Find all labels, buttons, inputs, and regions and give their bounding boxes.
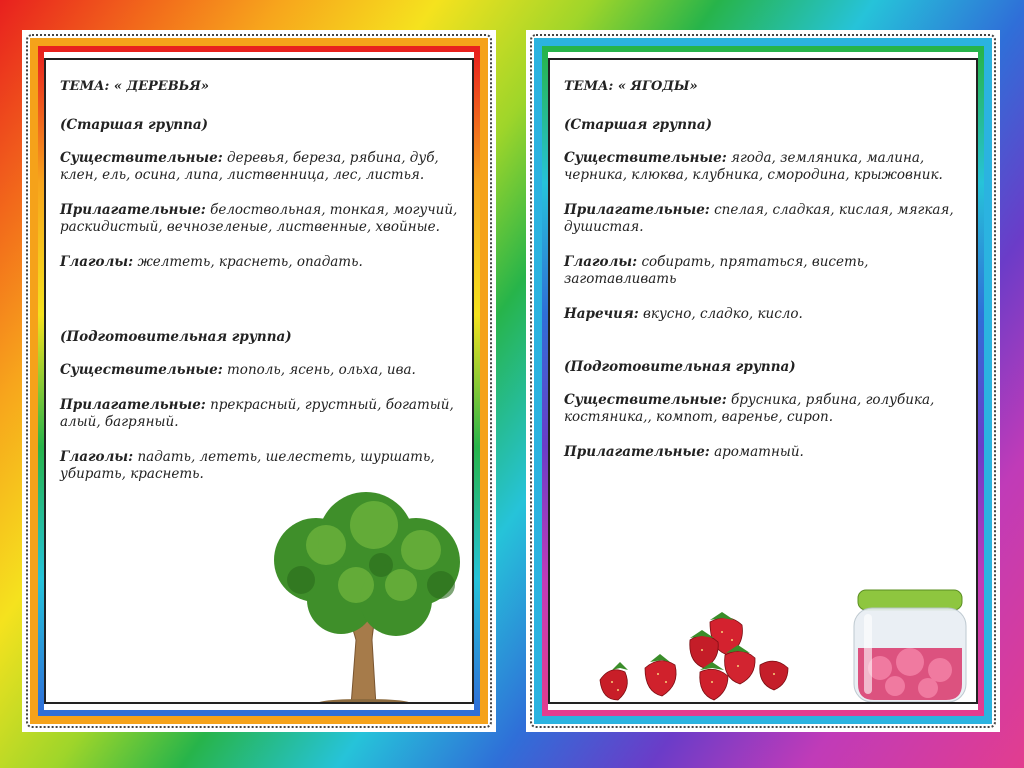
left-senior-verbs: Глаголы: желтеть, краснеть, опадать. — [60, 254, 363, 270]
right-prep-nouns: Существительные: брусника, рябина, голубика, костяника,, компот, варенье, сироп. — [564, 392, 935, 425]
left-prep-nouns: Существительные: тополь, ясень, ольха, ива. — [60, 362, 416, 378]
right-page — [526, 30, 1000, 732]
left-theme-title: ТЕМА: « ДЕРЕВЬЯ» — [60, 79, 209, 94]
right-prep-group-heading: (Подготовительная группа) — [564, 359, 796, 375]
left-senior-group-heading: (Старшая группа) — [60, 117, 208, 133]
left-senior-adjectives: Прилагательные: белоствольная, тонкая, могучий, раскидистый, вечнозеленые, лиственные, хвойные. — [60, 202, 458, 235]
right-senior-nouns: Существительные: ягода, земляника, малина, черника, клюква, клубника, смородина, крыжовник. — [564, 150, 943, 183]
right-senior-adjectives: Прилагательные: спелая, сладкая, кислая, мягкая, душистая. — [564, 202, 954, 235]
left-prep-group-heading: (Подготовительная группа) — [60, 329, 292, 345]
left-page — [22, 30, 496, 732]
right-senior-group-heading: (Старшая группа) — [564, 117, 712, 133]
right-theme-title: ТЕМА: « ЯГОДЫ» — [564, 79, 698, 94]
jam-jar-illustration — [850, 588, 970, 704]
strawberries-illustration — [590, 610, 810, 704]
left-content-panel — [44, 58, 474, 704]
tree-illustration — [256, 490, 474, 704]
right-content-panel — [548, 58, 978, 704]
right-senior-verbs: Глаголы: собирать, прятаться, висеть, заготавливать — [564, 254, 869, 287]
right-prep-adjectives: Прилагательные: ароматный. — [564, 444, 804, 460]
right-senior-adverbs: Наречия: вкусно, сладко, кисло. — [564, 306, 803, 322]
left-prep-adjectives: Прилагательные: прекрасный, грустный, богатый, алый, багряный. — [60, 397, 454, 430]
left-senior-nouns: Существительные: деревья, береза, рябина, дуб, клен, ель, осина, липа, лиственница, лес, листья. — [60, 150, 439, 183]
left-prep-verbs: Глаголы: падать, лететь, шелестеть, шуршать, убирать, краснеть. — [60, 449, 435, 482]
